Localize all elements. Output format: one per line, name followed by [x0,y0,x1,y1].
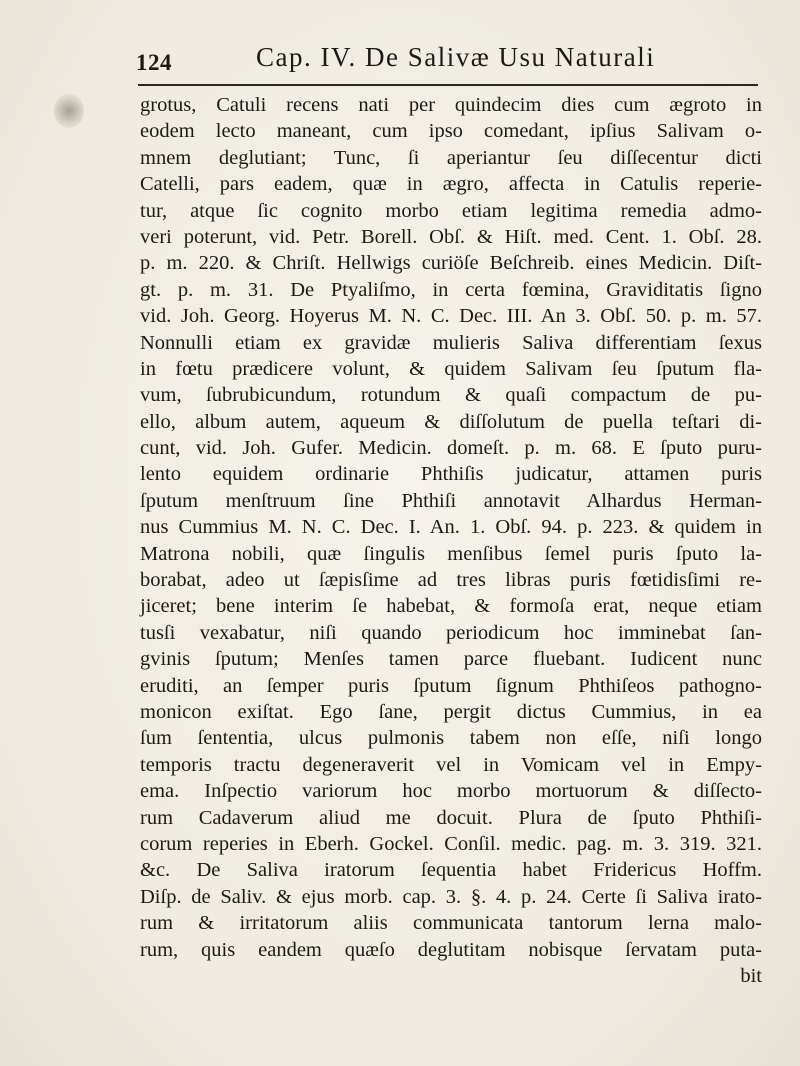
text-line: lento equidem ordinarie Phthiſis judicatur, attamen puris [140,463,762,486]
text-line: grotus, Catuli recens nati per quindecim dies cum ægroto in [140,94,762,116]
page-number: 124 [136,50,172,75]
text-line: mnem deglutiant; Tunc, ſi aperiantur ſeu diſſecentur dicti [140,146,762,169]
text-line: tur, atque ſic cognito morbo etiam legitima remedia admo- [140,199,762,222]
text-line: eodem lecto maneant, cum ipso comedant, ipſius Salivam o- [140,120,762,143]
text-line: cunt, vid. Joh. Gufer. Medicin. domeſt. p. m. 68. E ſputo puru- [140,437,762,460]
text-line: &c. De Saliva iratorum ſequentia habet Fridericus Hoffm. [140,859,762,882]
text-line: monicon exiſtat. Ego ſane, pergit dictus Cummius, in ea [140,700,762,723]
ink-stain [54,94,84,128]
body-text [140,92,762,989]
text-line: eruditi, an ſemper puris ſputum ſignum Phthiſeos pathogno- [140,674,762,697]
text-line: in fœtu prædicere volunt, & quidem Salivam ſeu ſputum fla- [140,357,762,380]
text-line: Nonnulli etiam ex gravidæ mulieris Saliva differentiam ſexus [140,331,762,354]
text-line: tusſi vexabatur, niſi quando periodicum hoc imminebat ſan- [140,621,762,644]
text-line: temporis tractu degeneraverit vel in Vomicam vel in Empy- [140,753,762,776]
running-head: Cap. IV. De Salivæ Usu Naturali [256,42,656,72]
text-line: p. m. 220. & Chriſt. Hellwigs curiöſe Beſchreib. eines Medicin. Diſt- [140,252,762,275]
text-line: nus Cummius M. N. C. Dec. I. An. 1. Obſ. 94. p. 223. & quidem in [140,516,762,539]
text-line: ſputum menſtruum ſine Phthiſi annotavit Alhardus Herman- [140,489,762,512]
text-line: gvinis ſputum; Menſes tamen parce fluebant. Iudicent nunc [140,648,762,671]
text-line: rum, quis eandem quæſo deglutitam nobisque ſervatam puta- [140,938,762,961]
text-line: vid. Joh. Georg. Hoyerus M. N. C. Dec. III. An 3. Obſ. 50. p. m. 57. [140,305,762,328]
text-line: vum, ſubrubicundum, rotundum & quaſi compactum de pu- [140,384,762,407]
text-line: corum reperies in Eberh. Gockel. Conſil. medic. pag. m. 3. 319. 321. [140,832,762,855]
text-line: rum Cadaverum aliud me docuit. Plura de ſputo Phthiſi- [140,806,762,829]
text-line: rum & irritatorum aliis communicata tantorum lerna malo- [140,912,762,935]
catchword: bit [740,964,762,987]
header-rule [138,84,758,86]
page-header [136,40,756,80]
text-line: gt. p. m. 31. De Ptyaliſmo, in certa fœmina, Graviditatis ſigno [140,278,762,301]
text-line: borabat, adeo ut ſæpisſime ad tres libras puris fœtidisſimi re- [140,569,762,592]
text-line: ello, album autem, aqueum & diſſolutum de puella teſtari di- [140,410,762,433]
text-line: jiceret; bene interim ſe habebat, & formoſa erat, neque etiam [140,595,762,618]
text-line: Matrona nobili, quæ ſingulis menſibus ſemel puris ſputo la- [140,542,762,565]
text-line: Catelli, pars eadem, quæ in ægro, affecta in Catulis reperie- [140,173,762,196]
text-line: ſum ſententia, ulcus pulmonis tabem non eſſe, niſi longo [140,727,762,750]
text-line: ema. Inſpectio variorum hoc morbo mortuorum & diſſecto- [140,780,762,803]
text-line: Diſp. de Saliv. & ejus morb. cap. 3. §. 4. p. 24. Certe ſi Saliva irato- [140,885,762,908]
text-line: veri poterunt, vid. Petr. Borell. Obſ. & Hiſt. med. Cent. 1. Obſ. 28. [140,225,762,248]
